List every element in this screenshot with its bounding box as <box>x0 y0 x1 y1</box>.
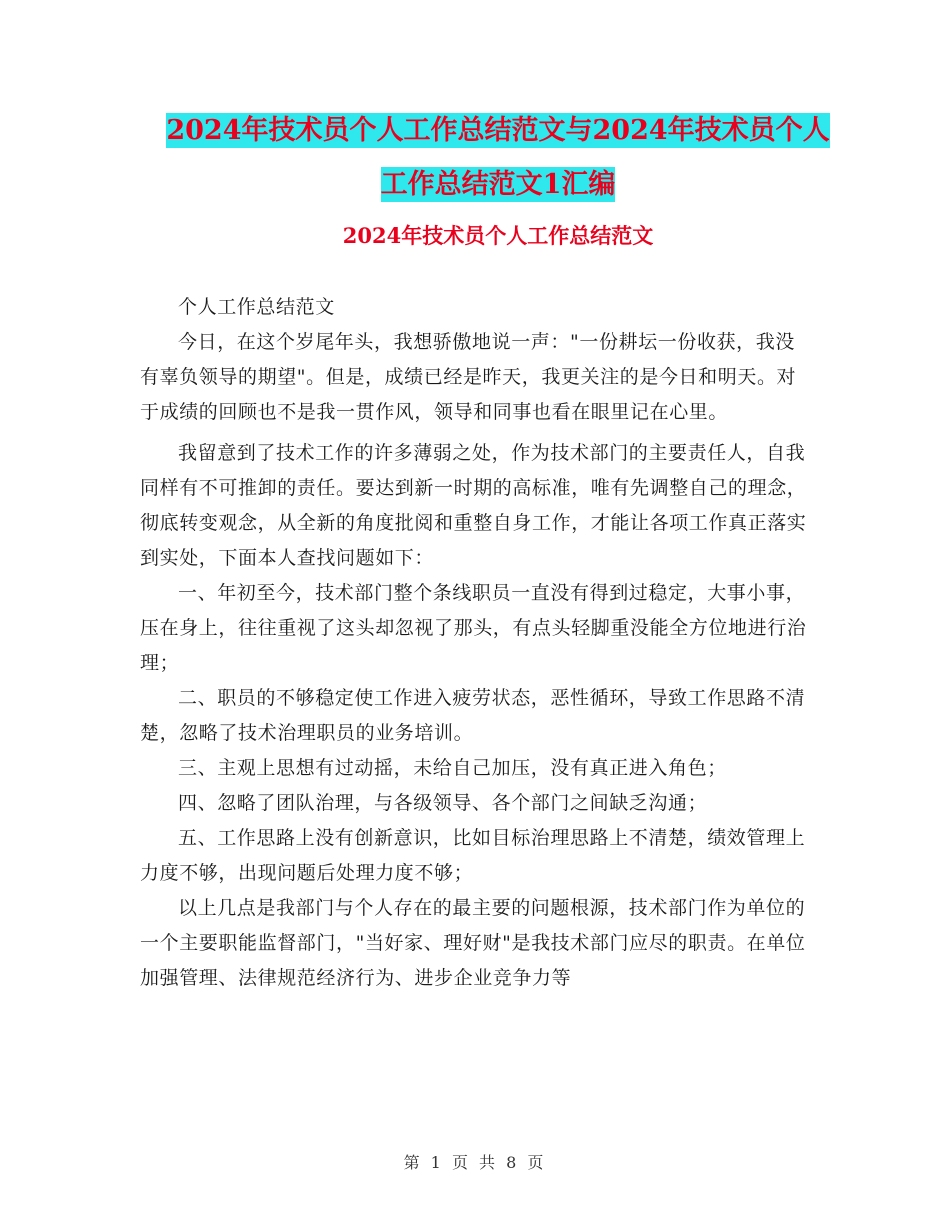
paragraph: 我留意到了技术工作的许多薄弱之处，作为技术部门的主要责任人，自我同样有不可推卸的责任。要达到新一时期的高标准，唯有先调整自己的理念，彻底转变观念，从全新的角度批阅和重整自身工作，才能让各项工作真正落实到实处，下面本人查找问题如下： <box>140 442 807 569</box>
main-title-line-2: 工作总结范文1汇编 <box>380 169 616 200</box>
paragraph: 以上几点是我部门与个人存在的最主要的问题根源，技术部门作为单位的一个主要职能监督部门，"当好家、理好财"是我技术部门应尽的职责。在单位加强管理、法律规范经济行为、进步企业竞争力等 <box>140 897 806 989</box>
paragraph: 五、工作思路上没有创新意识，比如目标治理思路上不清楚，绩效管理上力度不够，出现问题后处理力度不够； <box>140 827 806 884</box>
paragraph: 二、职员的不够稳定使工作进入疲劳状态，恶性循环，导致工作思路不清楚，忽略了技术治理职员的业务培训。 <box>140 687 806 744</box>
main-title-line-1: 2024年技术员个人工作总结范文与2024年技术员个人 <box>166 115 830 146</box>
section-title: 2024年技术员个人工作总结范文 <box>342 223 654 248</box>
page-footer: 第 1 页 共 8 页 <box>403 1153 547 1172</box>
body-text <box>140 290 810 996</box>
paragraph: 三、主观上思想有过动摇，未给自己加压，没有真正进入角色； <box>178 757 727 779</box>
paragraph: 四、忽略了团队治理，与各级领导、各个部门之间缺乏沟通； <box>178 792 708 814</box>
paragraph: 今日，在这个岁尾年头，我想骄傲地说一声："一份耕坛一份收获，我没有辜负领导的期望"。但是，成绩已经是昨天，我更关注的是今日和明天。对于成绩的回顾也不是我一贯作风，领导和同事也看在眼里记在心里。 <box>140 331 797 423</box>
paragraph: 个人工作总结范文 <box>178 296 335 318</box>
paragraph: 一、年初至今，技术部门整个条线职员一直没有得到过稳定，大事小事，压在身上，往往重视了这头却忽视了那头，有点头轻脚重没能全方位地进行治理； <box>140 582 807 674</box>
main-title <box>120 104 876 212</box>
